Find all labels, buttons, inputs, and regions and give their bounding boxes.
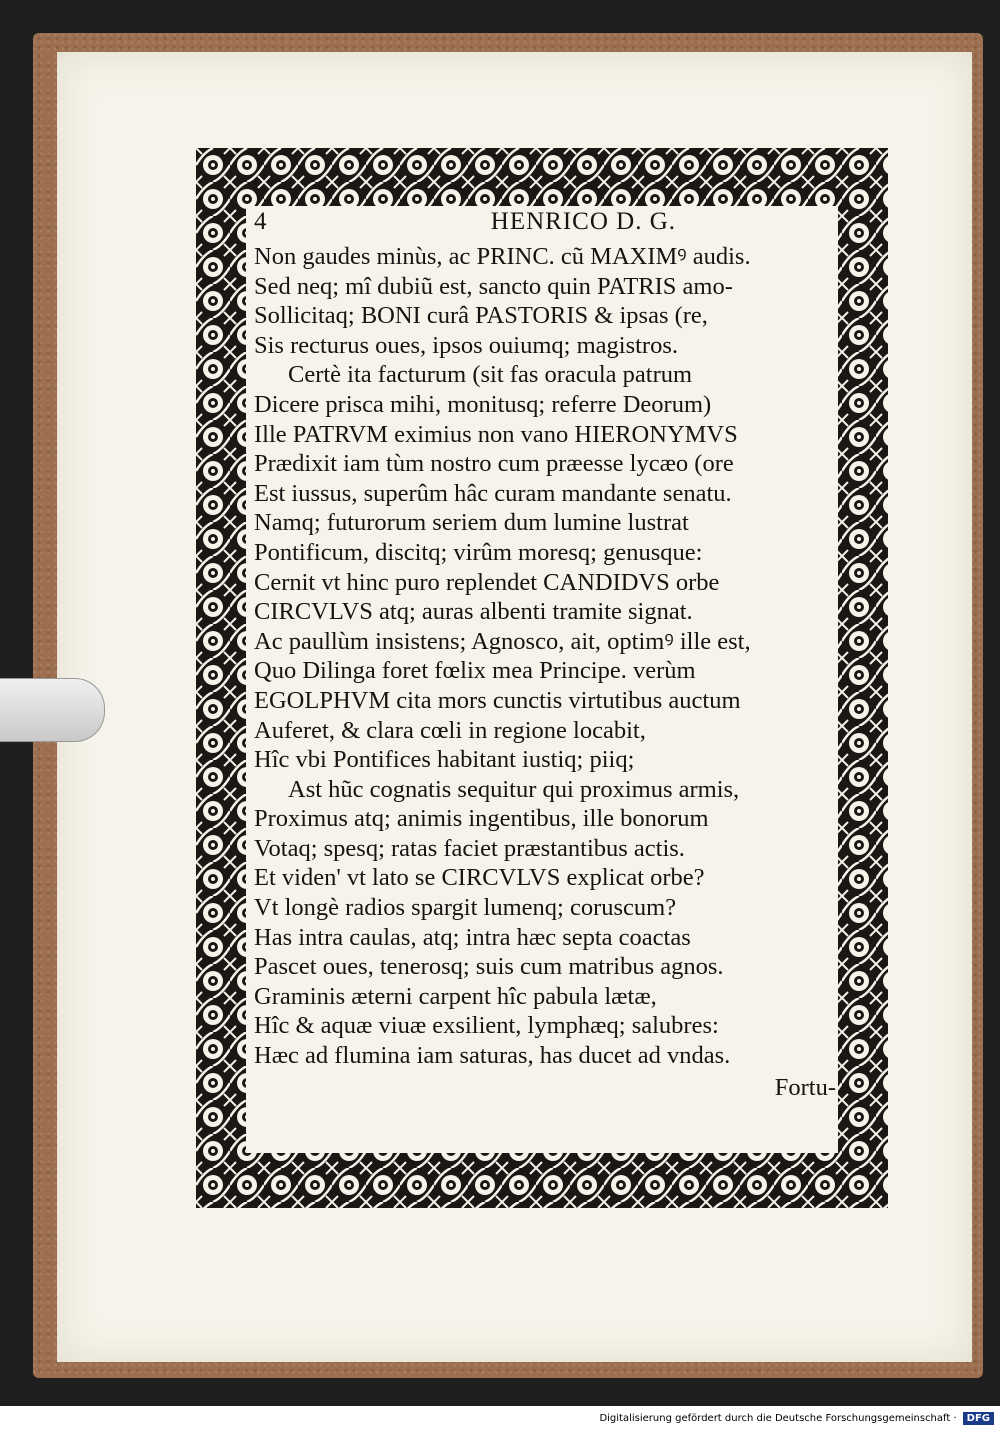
verse-line: Graminis æterni carpent hîc pabula lætæ,	[254, 982, 657, 1010]
verse-line: Pontificum, discitq; virûm moresq; genusque:	[254, 538, 703, 566]
verse-line: Hîc & aquæ viuæ exsilient, lymphæq; salubres:	[254, 1012, 719, 1040]
verse-line: Has intra caulas, atq; intra hæc septa coactas	[254, 923, 691, 951]
dfg-logo: DFG	[963, 1412, 994, 1425]
verse-line: Proximus atq; animis ingentibus, ille bonorum	[254, 805, 709, 833]
verse-line: Ille PATRVM eximius non vano HIERONYMVS	[254, 420, 738, 448]
verse-line: Sollicitaq; BONI curâ PASTORIS & ipsas (re,	[254, 302, 708, 330]
verse-line: Certè ita facturum (sit fas oracula patrum	[288, 361, 693, 389]
catchword: Fortu-	[774, 1073, 836, 1101]
running-title: HENRICO D. G.	[490, 208, 676, 235]
verse-line: Cernit vt hinc puro replendet CANDIDVS orbe	[254, 568, 720, 596]
verse-line: Est iussus, superûm hâc curam mandante senatu.	[254, 479, 732, 507]
verse-line: EGOLPHVM cita mors cunctis virtutibus auctum	[254, 686, 741, 714]
page-clamp	[0, 678, 105, 742]
verse-line: Pascet oues, tenerosq; suis cum matribus agnos.	[254, 953, 724, 981]
verse-line: Hæc ad flumina iam saturas, has ducet ad vndas.	[254, 1042, 731, 1070]
verse-line: Sed neq; mî dubiũ est, sancto quin PATRIS amo-	[254, 272, 733, 300]
verse-line: Et viden' vt lato se CIRCVLVS explicat orbe?	[254, 864, 705, 892]
verse-line: Auferet, & clara cœli in regione locabit,	[254, 716, 646, 744]
verse-line: Quo Dilinga foret fœlix mea Principe. verùm	[254, 657, 696, 685]
page-number: 4	[254, 208, 268, 235]
verse-line: Ast hũc cognatis sequitur qui proximus armis,	[288, 775, 740, 803]
verse-line: Namq; futurorum seriem dum lumine lustrat	[254, 509, 689, 537]
verse-line: Dicere prisca mihi, monitusq; referre Deorum)	[254, 390, 712, 418]
verse-line: Vt longè radios spargit lumenq; coruscum?	[254, 894, 677, 922]
digitization-footer	[0, 1406, 1000, 1430]
verse-line: Hîc vbi Pontifices habitant iustiq; piiq;	[254, 746, 635, 774]
verse-line: Sis recturus oues, ipsos ouiumq; magistros.	[254, 331, 678, 359]
verse-line: Votaq; spesq; ratas faciet præstantibus actis.	[254, 834, 685, 862]
verse-line: Ac paullùm insistens; Agnosco, ait, optimꝰ ille est,	[254, 627, 751, 655]
poem-text-block	[254, 208, 836, 1102]
show-through-text	[875, 190, 970, 1170]
footer-credit: Digitalisierung gefördert durch die Deutsche Forschungsgemeinschaft ·	[599, 1412, 957, 1424]
verse-line: CIRCVLVS atq; auras albenti tramite signat.	[254, 598, 693, 626]
verse-line: Non gaudes minùs, ac PRINC. cũ MAXIMꝰ audis.	[254, 243, 751, 270]
verse-line: Prædixit iam tùm nostro cum præesse lycæo (ore	[254, 450, 734, 478]
page-header	[254, 208, 836, 242]
